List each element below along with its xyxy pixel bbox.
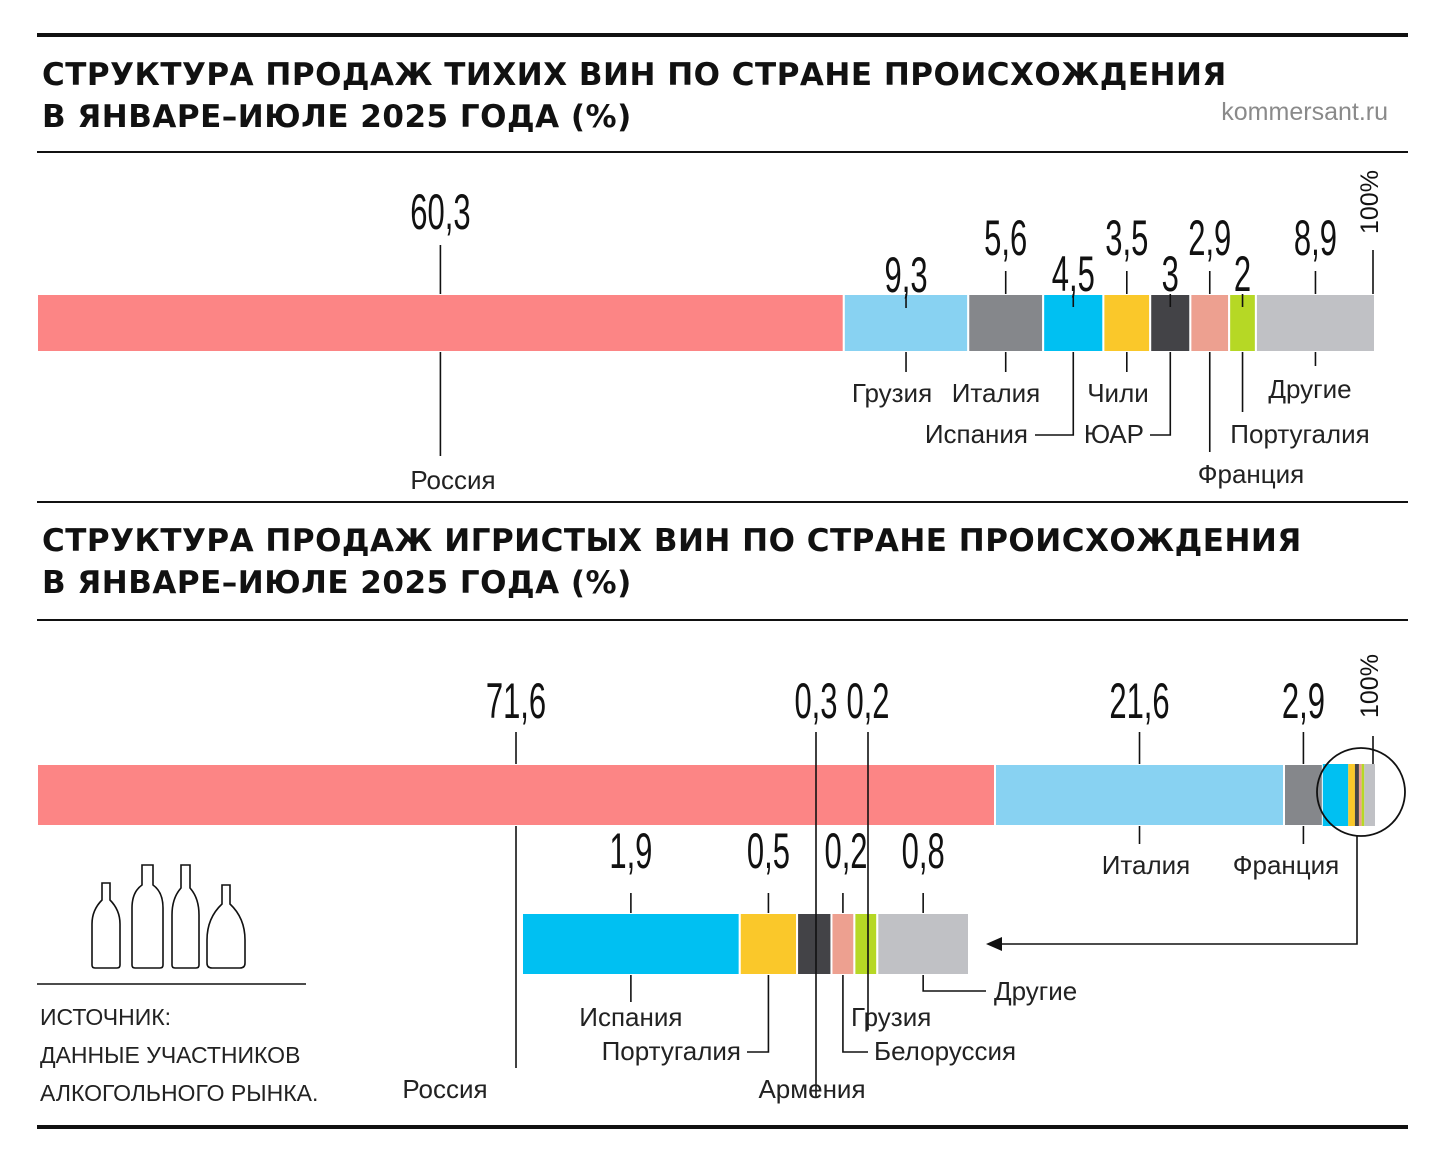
- chart2-title: [42, 520, 1302, 604]
- chart2-detail-category-label-4: Грузия: [851, 1002, 932, 1032]
- chart2-detail-bar-5: [877, 913, 969, 975]
- top-rule: [37, 33, 1408, 37]
- chart1-bar-4: [1103, 294, 1150, 352]
- chart2-detail-value-label-1: 0,5: [746, 822, 790, 879]
- chart2-detail-category-label-1: Португалия: [601, 1036, 741, 1066]
- chart2-detail-bar-2: [797, 913, 831, 975]
- chart2-bar-3: [1323, 764, 1348, 826]
- source-note: [40, 998, 318, 1112]
- source-line3: АЛКОГОЛЬНОГО РЫНКА.: [40, 1080, 319, 1106]
- chart2-zoom-arrowhead: [986, 937, 1002, 951]
- site-credit: kommersant.ru: [1221, 98, 1388, 126]
- chart1-rule: [37, 151, 1408, 153]
- chart2-category-label-0: Россия: [402, 1074, 488, 1104]
- section-rule: [37, 501, 1408, 503]
- chart1-value-label-2: 5,6: [984, 209, 1028, 266]
- chart1-value-label-8: 8,9: [1293, 209, 1337, 266]
- chart2-value-label-1: 21,6: [1109, 672, 1170, 729]
- chart2-category-label-2: Франция: [1232, 850, 1340, 880]
- chart1-bar-6: [1190, 294, 1229, 352]
- chart1-category-label-8: Другие: [1268, 374, 1352, 404]
- chart2-detail-category-label-3: Белоруссия: [874, 1036, 1017, 1066]
- chart1-category-label-4: Чили: [1087, 378, 1149, 408]
- chart2-detail-category-leader-5: [923, 975, 986, 991]
- chart2-detail-bar-1: [740, 913, 797, 975]
- chart1-title-line1: СТРУКТУРА ПРОДАЖ ТИХИХ ВИН ПО СТРАНЕ ПРОИСХОЖДЕНИЯ: [42, 57, 1227, 93]
- chart2-detail-value-label-0: 1,9: [609, 822, 653, 879]
- bottles-icon: [92, 865, 245, 968]
- chart2-bar-8: [1364, 764, 1375, 826]
- chart2-detail-value-label-3: 0,2: [824, 822, 868, 879]
- chart1-value-label-4: 3,5: [1105, 209, 1149, 266]
- chart1-category-label-3: Испания: [924, 419, 1028, 449]
- chart2-bar-6: [1359, 764, 1362, 826]
- chart1-value-label-0: 60,3: [410, 183, 471, 240]
- chart2-bar-7: [1362, 764, 1365, 826]
- chart1-category-leader-5: [1150, 352, 1170, 435]
- chart2-detail-value-label-2: 0,3: [794, 672, 838, 729]
- chart2-detail-value-label-5: 0,8: [901, 822, 945, 879]
- chart2-bar-1: [995, 764, 1284, 826]
- chart2-rule: [37, 619, 1408, 621]
- chart1-value-label-1: 9,3: [884, 246, 928, 303]
- chart1-category-label-7: Португалия: [1230, 419, 1370, 449]
- chart1-category-label-5: ЮАР: [1083, 419, 1144, 449]
- chart2-total-label: 100%: [1356, 654, 1384, 718]
- chart2-detail-category-label-0: Испания: [579, 1002, 683, 1032]
- source-line1: ИСТОЧНИК:: [40, 1004, 172, 1030]
- chart1-category-label-0: Россия: [410, 465, 496, 495]
- chart1-category-label-6: Франция: [1197, 459, 1305, 489]
- chart1-bar-0: [37, 294, 844, 352]
- chart2-value-label-2: 2,9: [1281, 672, 1325, 729]
- chart2-detail-category-label-5: Другие: [994, 976, 1078, 1006]
- chart1-value-label-3: 4,5: [1051, 245, 1095, 302]
- chart1-bar-2: [968, 294, 1043, 352]
- chart1-category-label-1: Грузия: [851, 378, 933, 408]
- chart2-title-line1: СТРУКТУРА ПРОДАЖ ИГРИСТЫХ ВИН ПО СТРАНЕ ПРОИСХОЖДЕНИЯ: [42, 523, 1302, 559]
- chart2-detail-category-leader-1: [747, 975, 768, 1052]
- chart1-total-label: 100%: [1356, 170, 1384, 234]
- chart2-title-line2: В ЯНВАРЕ–ИЮЛЕ 2025 ГОДА (%): [42, 565, 632, 601]
- chart2-detail-category-label-2: Армения: [758, 1074, 866, 1104]
- chart1-bar-8: [1256, 294, 1375, 352]
- chart1-title: [42, 54, 1227, 138]
- chart2-category-label-1: Италия: [1101, 850, 1191, 880]
- chart1-value-label-7: 2: [1233, 245, 1252, 302]
- chart1-title-line2: В ЯНВАРЕ–ИЮЛЕ 2025 ГОДА (%): [42, 99, 632, 135]
- chart2-bar-0: [37, 764, 995, 826]
- chart1-svg: [0, 160, 1440, 500]
- chart2-detail-value-label-4: 0,2: [846, 672, 890, 729]
- chart1-value-label-6: 2,9: [1188, 209, 1232, 266]
- chart2-bar-4: [1348, 764, 1355, 826]
- chart1-category-label-2: Италия: [951, 378, 1041, 408]
- chart2-value-label-0: 71,6: [485, 672, 547, 729]
- chart2-detail-bar-3: [831, 913, 854, 975]
- chart2-detail-bar-0: [522, 913, 740, 975]
- chart1-value-label-5: 3: [1161, 245, 1179, 302]
- bottom-rule: [37, 1125, 1408, 1129]
- chart1-category-leader-3: [1035, 352, 1073, 435]
- chart2-detail-bar-4: [854, 913, 877, 975]
- chart2-bar-5: [1355, 764, 1359, 826]
- source-line2: ДАННЫЕ УЧАСТНИКОВ: [40, 1042, 301, 1068]
